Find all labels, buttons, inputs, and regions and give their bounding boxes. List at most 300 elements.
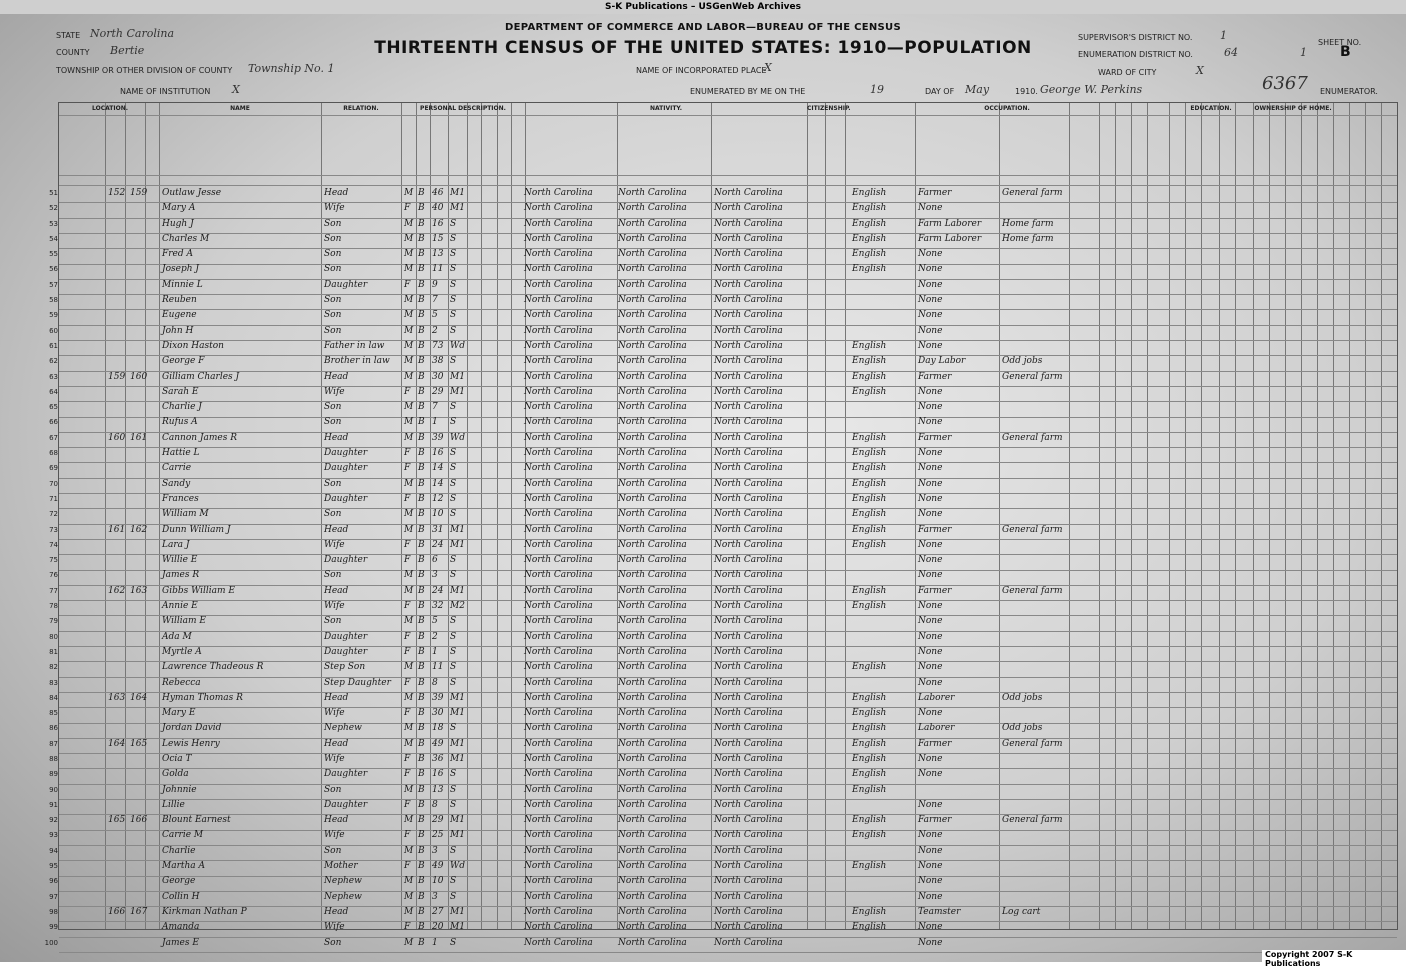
age: 1 <box>432 937 438 948</box>
family-number: 163 <box>130 585 148 596</box>
father-birthplace: North Carolina <box>618 233 687 244</box>
sex: M <box>404 723 414 734</box>
relation: Daughter <box>324 646 368 657</box>
language: English <box>852 249 887 260</box>
relation: Daughter <box>324 448 368 459</box>
person-name: Martha A <box>162 861 206 872</box>
sex: M <box>404 371 414 382</box>
sex: M <box>404 249 414 260</box>
race: B <box>418 616 425 627</box>
supervisor-value: 1 <box>1220 29 1227 42</box>
person-name: Hugh J <box>162 218 194 229</box>
person-name: Mary A <box>162 203 196 214</box>
language: English <box>852 340 887 351</box>
language: English <box>852 601 887 612</box>
mother-birthplace: North Carolina <box>714 845 783 856</box>
language: English <box>852 769 887 780</box>
age: 16 <box>432 769 444 780</box>
birthplace: North Carolina <box>524 233 593 244</box>
relation: Mother <box>324 861 358 872</box>
line-number: 92 <box>49 816 58 825</box>
race: B <box>418 922 425 933</box>
father-birthplace: North Carolina <box>618 478 687 489</box>
father-birthplace: North Carolina <box>618 371 687 382</box>
relation: Head <box>324 371 349 382</box>
marital-status: M1 <box>450 906 465 917</box>
father-birthplace: North Carolina <box>618 555 687 566</box>
line-number: 72 <box>49 510 58 519</box>
language: English <box>852 478 887 489</box>
relation: Wife <box>324 539 345 550</box>
trade: None <box>918 937 943 948</box>
marital-status: M1 <box>450 738 465 749</box>
person-name: Fred A <box>162 249 193 260</box>
language: English <box>852 264 887 275</box>
census-row <box>58 721 1396 736</box>
relation: Daughter <box>324 631 368 642</box>
marital-status: S <box>450 616 457 627</box>
industry: General farm <box>1002 371 1063 382</box>
race: B <box>418 861 425 872</box>
sex: F <box>404 203 411 214</box>
line-numbers <box>40 186 58 951</box>
race: B <box>418 356 425 367</box>
census-row <box>58 676 1396 691</box>
mother-birthplace: North Carolina <box>714 325 783 336</box>
trade: None <box>918 478 943 489</box>
language: English <box>852 692 887 703</box>
father-birthplace: North Carolina <box>618 463 687 474</box>
relation: Daughter <box>324 799 368 810</box>
line-number: 99 <box>49 923 58 932</box>
marital-status: S <box>450 448 457 459</box>
mother-birthplace: North Carolina <box>714 218 783 229</box>
father-birthplace: North Carolina <box>618 830 687 841</box>
language: English <box>852 463 887 474</box>
mother-birthplace: North Carolina <box>714 799 783 810</box>
marital-status: S <box>450 279 457 290</box>
race: B <box>418 723 425 734</box>
trade: None <box>918 249 943 260</box>
father-birthplace: North Carolina <box>618 325 687 336</box>
race: B <box>418 463 425 474</box>
name-header: NAME <box>230 105 250 112</box>
birthplace: North Carolina <box>524 799 593 810</box>
census-row <box>58 798 1396 813</box>
relation: Son <box>324 509 342 520</box>
age: 10 <box>432 876 444 887</box>
mother-birthplace: North Carolina <box>714 264 783 275</box>
sex: M <box>404 815 414 826</box>
line-number: 95 <box>49 862 58 871</box>
father-birthplace: North Carolina <box>618 677 687 688</box>
marital-status: M1 <box>450 203 465 214</box>
birthplace: North Carolina <box>524 218 593 229</box>
age: 30 <box>432 708 444 719</box>
person-name: James R <box>162 570 200 581</box>
sex: M <box>404 738 414 749</box>
marital-status: M1 <box>450 524 465 535</box>
sex: F <box>404 861 411 872</box>
age: 36 <box>432 753 444 764</box>
trade: None <box>918 570 943 581</box>
race: B <box>418 692 425 703</box>
birthplace: North Carolina <box>524 922 593 933</box>
census-row <box>58 859 1396 874</box>
marital-status: S <box>450 218 457 229</box>
father-birthplace: North Carolina <box>618 891 687 902</box>
father-birthplace: North Carolina <box>618 784 687 795</box>
census-row <box>58 752 1396 767</box>
language: English <box>852 723 887 734</box>
sex: F <box>404 279 411 290</box>
person-name: Charlie <box>162 845 196 856</box>
father-birthplace: North Carolina <box>618 417 687 428</box>
race: B <box>418 325 425 336</box>
marital-status: S <box>450 723 457 734</box>
trade: None <box>918 310 943 321</box>
mother-birthplace: North Carolina <box>714 249 783 260</box>
birthplace: North Carolina <box>524 601 593 612</box>
race: B <box>418 478 425 489</box>
census-row <box>58 660 1396 675</box>
trade: None <box>918 616 943 627</box>
person-name: George <box>162 876 196 887</box>
sheet-label: SHEET NO. <box>1318 38 1362 47</box>
line-number: 57 <box>49 280 58 289</box>
age: 7 <box>432 402 438 413</box>
sheet-number: 1 <box>1300 46 1307 59</box>
marital-status: S <box>450 325 457 336</box>
father-birthplace: North Carolina <box>618 723 687 734</box>
language: English <box>852 784 887 795</box>
dwelling-number: 164 <box>108 738 126 749</box>
trade: None <box>918 539 943 550</box>
sex: M <box>404 432 414 443</box>
relation: Step Son <box>324 662 366 673</box>
relation: Head <box>324 585 349 596</box>
age: 5 <box>432 310 438 321</box>
census-row <box>58 813 1396 828</box>
census-row <box>58 385 1396 400</box>
relation: Wife <box>324 753 345 764</box>
trade: None <box>918 279 943 290</box>
age: 3 <box>432 845 438 856</box>
birthplace: North Carolina <box>524 203 593 214</box>
birthplace: North Carolina <box>524 708 593 719</box>
race: B <box>418 417 425 428</box>
copyright-notice: Copyright 2007 S-K Publications <box>1262 950 1406 968</box>
person-name: Myrtle A <box>162 646 202 657</box>
marital-status: M1 <box>450 386 465 397</box>
father-birthplace: North Carolina <box>618 432 687 443</box>
trade: Farmer <box>918 815 952 826</box>
mother-birthplace: North Carolina <box>714 555 783 566</box>
age: 8 <box>432 799 438 810</box>
page-stamp: 6367 <box>1262 73 1308 94</box>
person-name: Minnie L <box>162 279 203 290</box>
father-birthplace: North Carolina <box>618 631 687 642</box>
language: English <box>852 708 887 719</box>
census-row <box>58 874 1396 889</box>
age: 24 <box>432 539 444 550</box>
age: 16 <box>432 448 444 459</box>
sex: M <box>404 417 414 428</box>
relation: Head <box>324 188 349 198</box>
trade: Day Labor <box>918 356 966 367</box>
line-number: 85 <box>49 709 58 718</box>
trade: None <box>918 295 943 306</box>
enumerator-signature: George W. Perkins <box>1040 83 1143 96</box>
relation: Son <box>324 325 342 336</box>
language: English <box>852 432 887 443</box>
race: B <box>418 677 425 688</box>
age: 13 <box>432 249 444 260</box>
person-name: Hyman Thomas R <box>162 692 243 703</box>
language: English <box>852 922 887 933</box>
father-birthplace: North Carolina <box>618 692 687 703</box>
line-number: 80 <box>49 632 58 641</box>
race: B <box>418 906 425 917</box>
industry: General farm <box>1002 815 1063 826</box>
age: 73 <box>432 340 444 351</box>
age: 11 <box>432 662 444 673</box>
relation: Head <box>324 815 349 826</box>
relation: Son <box>324 845 342 856</box>
dwelling-number: 159 <box>108 371 126 382</box>
line-number: 69 <box>49 464 58 473</box>
language: English <box>852 218 887 229</box>
mother-birthplace: North Carolina <box>714 784 783 795</box>
census-row <box>58 630 1396 645</box>
institution-value: X <box>232 83 240 96</box>
father-birthplace: North Carolina <box>618 922 687 933</box>
mother-birthplace: North Carolina <box>714 463 783 474</box>
age: 39 <box>432 692 444 703</box>
citizenship-header: CITIZENSHIP. <box>807 105 851 112</box>
mother-birthplace: North Carolina <box>714 203 783 214</box>
census-row <box>58 905 1396 920</box>
trade: None <box>918 203 943 214</box>
mother-birthplace: North Carolina <box>714 432 783 443</box>
incorporated-value: X <box>764 61 772 74</box>
marital-status: Wd <box>450 861 466 872</box>
dwelling-number: 163 <box>108 692 126 703</box>
relation: Son <box>324 310 342 321</box>
relation: Son <box>324 478 342 489</box>
mother-birthplace: North Carolina <box>714 509 783 520</box>
line-number: 98 <box>49 907 58 916</box>
father-birthplace: North Carolina <box>618 402 687 413</box>
census-row <box>58 446 1396 461</box>
person-name: Lillie <box>162 799 185 810</box>
father-birthplace: North Carolina <box>618 845 687 856</box>
trade: Teamster <box>918 906 961 917</box>
relation: Wife <box>324 601 345 612</box>
birthplace: North Carolina <box>524 891 593 902</box>
mother-birthplace: North Carolina <box>714 448 783 459</box>
mother-birthplace: North Carolina <box>714 279 783 290</box>
sex: M <box>404 264 414 275</box>
census-row <box>58 339 1396 354</box>
sex: M <box>404 233 414 244</box>
language: English <box>852 524 887 535</box>
person-name: William M <box>162 509 209 520</box>
sex: M <box>404 845 414 856</box>
family-number: 165 <box>130 738 148 749</box>
relation: Nephew <box>324 876 362 887</box>
trade: None <box>918 601 943 612</box>
industry: Odd jobs <box>1002 723 1043 734</box>
father-birthplace: North Carolina <box>618 616 687 627</box>
institution-label: NAME OF INSTITUTION <box>120 87 211 96</box>
age: 6 <box>432 555 438 566</box>
sex: F <box>404 493 411 504</box>
industry: Odd jobs <box>1002 692 1043 703</box>
department-heading: DEPARTMENT OF COMMERCE AND LABOR—BUREAU OF THE CENSUS <box>505 22 901 33</box>
line-number: 75 <box>49 556 58 565</box>
age: 30 <box>432 371 444 382</box>
trade: None <box>918 463 943 474</box>
census-row <box>58 370 1396 385</box>
trade: None <box>918 325 943 336</box>
language: English <box>852 371 887 382</box>
dwelling-number: 162 <box>108 585 126 596</box>
father-birthplace: North Carolina <box>618 386 687 397</box>
age: 39 <box>432 432 444 443</box>
father-birthplace: North Carolina <box>618 738 687 749</box>
family-number: 167 <box>130 906 148 917</box>
line-number: 54 <box>49 234 58 243</box>
line-number: 66 <box>49 418 58 427</box>
relation: Wife <box>324 922 345 933</box>
marital-status: S <box>450 310 457 321</box>
sex: F <box>404 708 411 719</box>
township-label: TOWNSHIP OR OTHER DIVISION OF COUNTY <box>56 66 233 75</box>
birthplace: North Carolina <box>524 876 593 887</box>
race: B <box>418 738 425 749</box>
trade: None <box>918 264 943 275</box>
mother-birthplace: North Carolina <box>714 646 783 657</box>
sex: M <box>404 585 414 596</box>
mother-birthplace: North Carolina <box>714 233 783 244</box>
birthplace: North Carolina <box>524 861 593 872</box>
line-number: 93 <box>49 831 58 840</box>
line-number: 60 <box>49 326 58 335</box>
census-row <box>58 599 1396 614</box>
line-number: 94 <box>49 846 58 855</box>
race: B <box>418 188 425 198</box>
trade: Farmer <box>918 371 952 382</box>
marital-status: M1 <box>450 539 465 550</box>
line-number: 97 <box>49 892 58 901</box>
census-row <box>58 324 1396 339</box>
age: 2 <box>432 325 438 336</box>
mother-birthplace: North Carolina <box>714 631 783 642</box>
age: 31 <box>432 524 444 535</box>
language: English <box>852 662 887 673</box>
race: B <box>418 876 425 887</box>
line-number: 65 <box>49 403 58 412</box>
line-number: 100 <box>44 938 58 947</box>
age: 5 <box>432 616 438 627</box>
person-name: Blount Earnest <box>162 815 231 826</box>
birthplace: North Carolina <box>524 815 593 826</box>
education-header: EDUCATION. <box>1190 105 1232 112</box>
dwelling-number: 160 <box>108 432 126 443</box>
census-row <box>58 538 1396 553</box>
relation: Head <box>324 432 349 443</box>
birthplace: North Carolina <box>524 402 593 413</box>
birthplace: North Carolina <box>524 555 593 566</box>
birthplace: North Carolina <box>524 448 593 459</box>
sex: M <box>404 188 414 198</box>
enumerated-month: May <box>965 83 990 96</box>
sex: M <box>404 509 414 520</box>
line-number: 74 <box>49 540 58 549</box>
marital-status: S <box>450 845 457 856</box>
language: English <box>852 203 887 214</box>
sex: F <box>404 922 411 933</box>
marital-status: M1 <box>450 815 465 826</box>
birthplace: North Carolina <box>524 356 593 367</box>
line-number: 58 <box>49 296 58 305</box>
line-number: 87 <box>49 739 58 748</box>
mother-birthplace: North Carolina <box>714 386 783 397</box>
personal-header: PERSONAL DESCRIPTION. <box>420 105 506 112</box>
age: 1 <box>432 417 438 428</box>
race: B <box>418 830 425 841</box>
relation: Head <box>324 524 349 535</box>
state-label: STATE <box>56 31 81 40</box>
family-number: 161 <box>130 432 148 443</box>
father-birthplace: North Carolina <box>618 295 687 306</box>
person-name: Annie E <box>162 601 198 612</box>
person-name: George F <box>162 356 205 367</box>
census-row <box>58 247 1396 262</box>
language: English <box>852 448 887 459</box>
census-row <box>58 706 1396 721</box>
supervisor-label: SUPERVISOR'S DISTRICT NO. <box>1078 33 1193 42</box>
line-number: 63 <box>49 372 58 381</box>
marital-status: S <box>450 493 457 504</box>
sex: M <box>404 295 414 306</box>
marital-status: M1 <box>450 922 465 933</box>
enumeration-label: ENUMERATION DISTRICT NO. <box>1078 50 1193 59</box>
census-row <box>58 691 1396 706</box>
line-number: 82 <box>49 663 58 672</box>
line-number: 83 <box>49 678 58 687</box>
marital-status: S <box>450 233 457 244</box>
marital-status: S <box>450 799 457 810</box>
birthplace: North Carolina <box>524 937 593 948</box>
person-name: Dunn William J <box>162 524 231 535</box>
line-number: 78 <box>49 602 58 611</box>
race: B <box>418 631 425 642</box>
trade: None <box>918 340 943 351</box>
line-number: 67 <box>49 433 58 442</box>
father-birthplace: North Carolina <box>618 539 687 550</box>
marital-status: S <box>450 646 457 657</box>
mother-birthplace: North Carolina <box>714 937 783 948</box>
relation: Son <box>324 402 342 413</box>
age: 15 <box>432 233 444 244</box>
person-name: Collin H <box>162 891 200 902</box>
relation: Son <box>324 570 342 581</box>
archive-banner: S-K Publications – USGenWeb Archives <box>0 0 1406 14</box>
sex: F <box>404 769 411 780</box>
relation: Head <box>324 692 349 703</box>
